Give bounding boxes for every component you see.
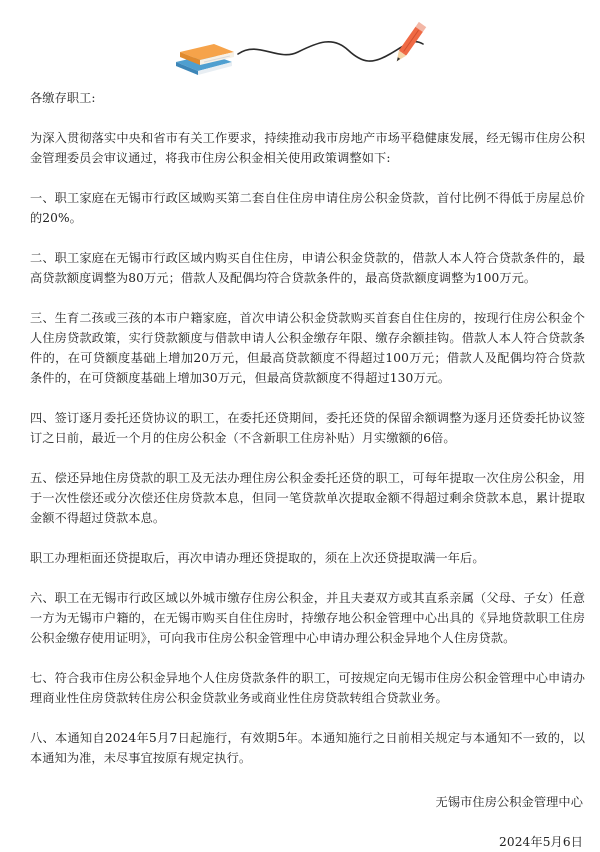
squiggle-line (238, 42, 423, 61)
notice-item-5-note: 职工办理柜面还贷提取后，再次申请办理还贷提取的，须在上次还贷提取满一年后。 (30, 551, 485, 565)
notice-item-2: 二、职工家庭在无锡市行政区域内购买自住住房，申请公积金贷款的，借款人本人符合贷款条件的，最高贷款额度调整为80万元；借款人及配偶均符合贷款条件的，最高贷款额度调整为100万元。 (30, 251, 585, 285)
notice-intro: 为深入贯彻落实中央和省市有关工作要求，持续推动我市房地产市场平稳健康发展，经无锡市住房公积金管理委员会审议通过，将我市住房公积金相关使用政策调整如下: (30, 131, 585, 165)
notice-document (30, 88, 585, 852)
notice-item-8: 八、本通知自2024年5月7日起施行，有效期5年。本通知施行之日前相关规定与本通知不一致的，以本通知为准，未尽事宜按原有规定执行。 (30, 731, 585, 765)
books-icon (176, 44, 234, 75)
notice-item-3: 三、生育二孩或三孩的本市户籍家庭，首次申请公积金贷款购买首套自住住房的，按现行住房公积金个人住房贷款政策，实行贷款额度与借款申请人公积金缴存年限、缴存余额挂钩。借款人本人符合贷款条件的，在可贷额度基础上增加20万元，但最高贷款额度不得超过100万元；借款人及配偶均符合贷款条件的，在可贷额度基础上增加30万元，但最高贷款额度不得超过130万元。 (30, 311, 585, 385)
notice-item-7: 七、符合我市住房公积金异地个人住房贷款条件的职工，可按规定向无锡市住房公积金管理中心申请办理商业性住房贷款转住房公积金贷款业务或商业性住房贷款转组合贷款业务。 (30, 671, 585, 705)
header-decoration (168, 18, 448, 78)
issuer-name: 无锡市住房公积金管理中心 (435, 795, 583, 809)
notice-greeting: 各缴存职工: (30, 91, 96, 105)
notice-item-4: 四、签订逐月委托还贷协议的职工，在委托还贷期间，委托还贷的保留余额调整为逐月还贷委托协议签订之日前，最近一个月的住房公积金（不含新职工住房补贴）月实缴额的6倍。 (30, 411, 585, 445)
notice-signature (30, 792, 585, 852)
issue-date: 2024年5月6日 (499, 835, 583, 849)
notice-item-5: 五、偿还异地住房贷款的职工及无法办理住房公积金委托还贷的职工，可每年提取一次住房公积金，用于一次性偿还或分次偿还住房贷款本息，但同一笔贷款单次提取金额不得超过剩余贷款本息，累计提取金额不得超过贷款本息。 (30, 471, 585, 525)
notice-item-6: 六、职工在无锡市行政区域以外城市缴存住房公积金，并且夫妻双方或其直系亲属（父母、子女）任意一方为无锡市户籍的，在无锡市购买自住住房时，持缴存地公积金管理中心出具的《异地贷款职工住房公积金缴存使用证明》，可向我市住房公积金管理中心申请办理公积金异地个人住房贷款。 (30, 591, 585, 645)
notice-item-1: 一、职工家庭在无锡市行政区域购买第二套自住住房申请住房公积金贷款，首付比例不得低于房屋总价的20%。 (30, 191, 585, 225)
